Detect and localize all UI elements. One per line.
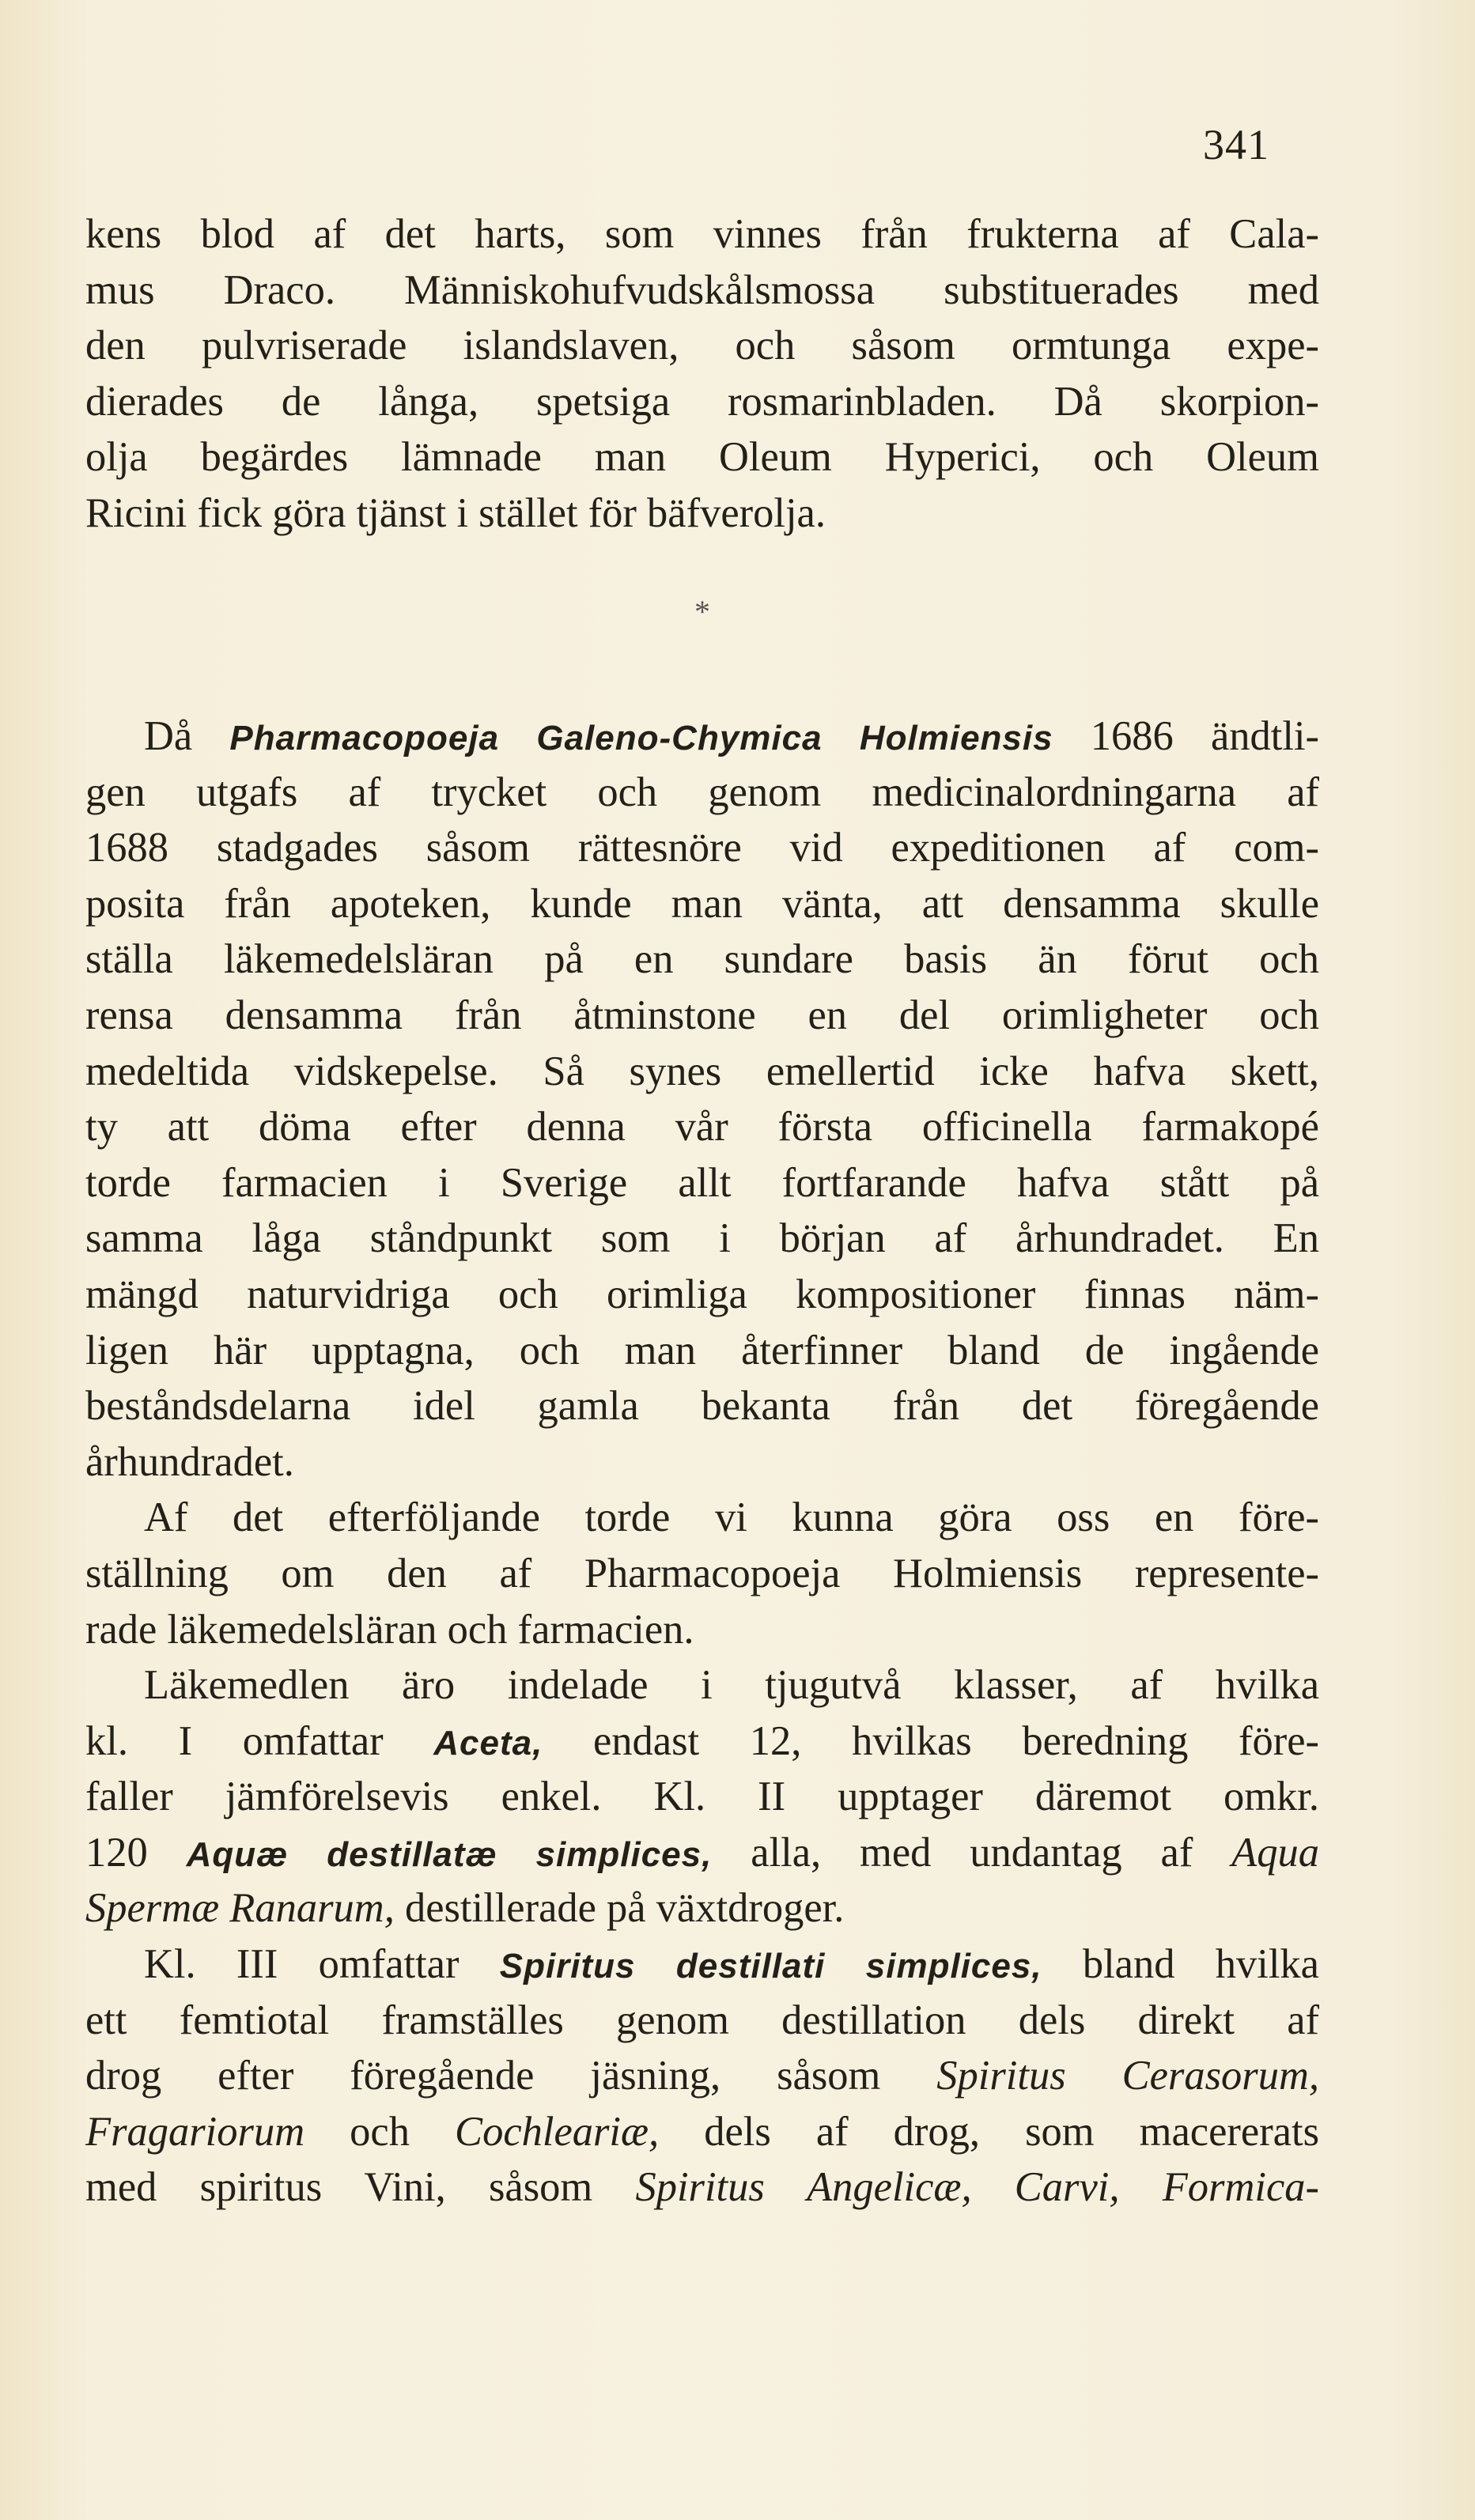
- text-run: med spiritus Vini, såsom: [85, 2164, 636, 2211]
- text-line: Läkemedlen äro indelade i tjugutvå klasser, af hvilka: [144, 1662, 1319, 1709]
- text-line: [85, 1936, 1319, 1993]
- text-run: Då: [144, 713, 230, 759]
- text-run: destillerade på växtdroger.: [394, 1885, 845, 1932]
- text-line: gen utgafs af trycket och genom medicinalordningarna af: [85, 769, 1319, 815]
- text-line: mus Draco. Människohufvudskålsmossa substituerades med: [85, 266, 1319, 313]
- text-line: [85, 2048, 1319, 2104]
- text-line: ställa läkemedelsläran på en sundare basis än förut och: [85, 936, 1319, 983]
- text-line: århundradet.: [85, 1438, 294, 1485]
- class-name: Spiritus destillati simplices,: [499, 1947, 1042, 1986]
- text-line: ty att döma efter denna vår första officinella farmakopé: [85, 1104, 1319, 1150]
- text-line: [85, 2104, 1319, 2160]
- text-line: rade läkemedelsläran och farmacien.: [85, 1606, 694, 1653]
- text-line: posita från apoteken, kunde man vänta, att densamma skulle: [85, 880, 1319, 927]
- text-run: och: [304, 2108, 456, 2155]
- text-line: 1688 stadgades såsom rättesnöre vid expeditionen af com-: [85, 825, 1319, 871]
- text-run: 120: [85, 1829, 187, 1876]
- text-line: [85, 2159, 1319, 2216]
- class-name: Aceta,: [433, 1723, 543, 1762]
- text-line: rensa densamma från åtminstone en del orimligheter och: [85, 992, 1319, 1038]
- text-run: Kl. III omfattar: [144, 1941, 500, 1988]
- text-run: bland hvilka: [1042, 1941, 1319, 1988]
- latin-term: Fragariorum: [85, 2108, 305, 2155]
- text-run: kl. I omfattar: [85, 1717, 434, 1764]
- latin-term: Aqua: [1231, 1829, 1319, 1876]
- paragraph-1: [85, 206, 1319, 542]
- text-line: kens blod af det harts, som vinnes från frukterna af Cala-: [85, 211, 1319, 257]
- text-line: den pulvriserade islandslaven, och såsom ormtunga expe-: [85, 323, 1319, 369]
- text-run: drog efter föregående jäsning, såsom: [85, 2053, 937, 2099]
- text-line: Af det efterföljande torde vi kunna göra oss en före-: [144, 1494, 1319, 1541]
- section-separator: *: [694, 594, 710, 629]
- text-line: ett femtiotal framställes genom destillation dels direkt af: [85, 1997, 1319, 2043]
- work-title: Pharmacopoeja Galeno-Chymica Holmiensis: [229, 719, 1053, 758]
- page-number: 341: [1203, 121, 1269, 168]
- latin-term: Spermæ Ranarum,: [85, 1885, 395, 1932]
- body-text: [85, 708, 1319, 2216]
- latin-term: Cochleariæ,: [455, 2108, 660, 2155]
- text-run: dels af drog, som macererats: [659, 2108, 1319, 2155]
- text-line: [85, 708, 1319, 765]
- text-line: torde farmacien i Sverige allt fortfarande hafva stått på: [85, 1159, 1319, 1206]
- text-line: mängd naturvidriga och orimliga kompositioner finnas näm-: [85, 1271, 1319, 1317]
- text-line: [85, 1880, 1319, 1936]
- latin-term: Spiritus Cerasorum,: [936, 2053, 1319, 2099]
- text-run: endast 12, hvilkas beredning före-: [543, 1717, 1319, 1764]
- text-line: samma låga ståndpunkt som i början af århundradet. En: [85, 1215, 1319, 1262]
- latin-term: Spiritus Angelicæ, Carvi, Formica-: [635, 2164, 1319, 2211]
- text-line: faller jämförelsevis enkel. Kl. II upptager däremot omkr.: [85, 1774, 1319, 1820]
- text-line: olja begärdes lämnade man Oleum Hyperici, och Oleum: [85, 434, 1319, 481]
- text-line: [85, 1825, 1319, 1881]
- text-line: medeltida vidskepelse. Så synes emellertid icke hafva skett,: [85, 1048, 1319, 1094]
- text-line: ligen här upptagna, och man återfinner bland de ingående: [85, 1327, 1319, 1373]
- text-line: dierades de långa, spetsiga rosmarinbladen. Då skorpion-: [85, 378, 1319, 425]
- text-line: Ricini fick göra tjänst i stället för bäfverolja.: [85, 489, 826, 536]
- text-line: ställning om den af Pharmacopoeja Holmiensis represente-: [85, 1550, 1319, 1596]
- text-run: alla, med undantag af: [712, 1829, 1232, 1876]
- class-name: Aquæ destillatæ simplices,: [186, 1834, 713, 1874]
- text-line: [85, 1713, 1319, 1770]
- text-run: 1686 ändtli-: [1053, 713, 1320, 759]
- text-line: beståndsdelarna idel gamla bekanta från det föregående: [85, 1383, 1319, 1430]
